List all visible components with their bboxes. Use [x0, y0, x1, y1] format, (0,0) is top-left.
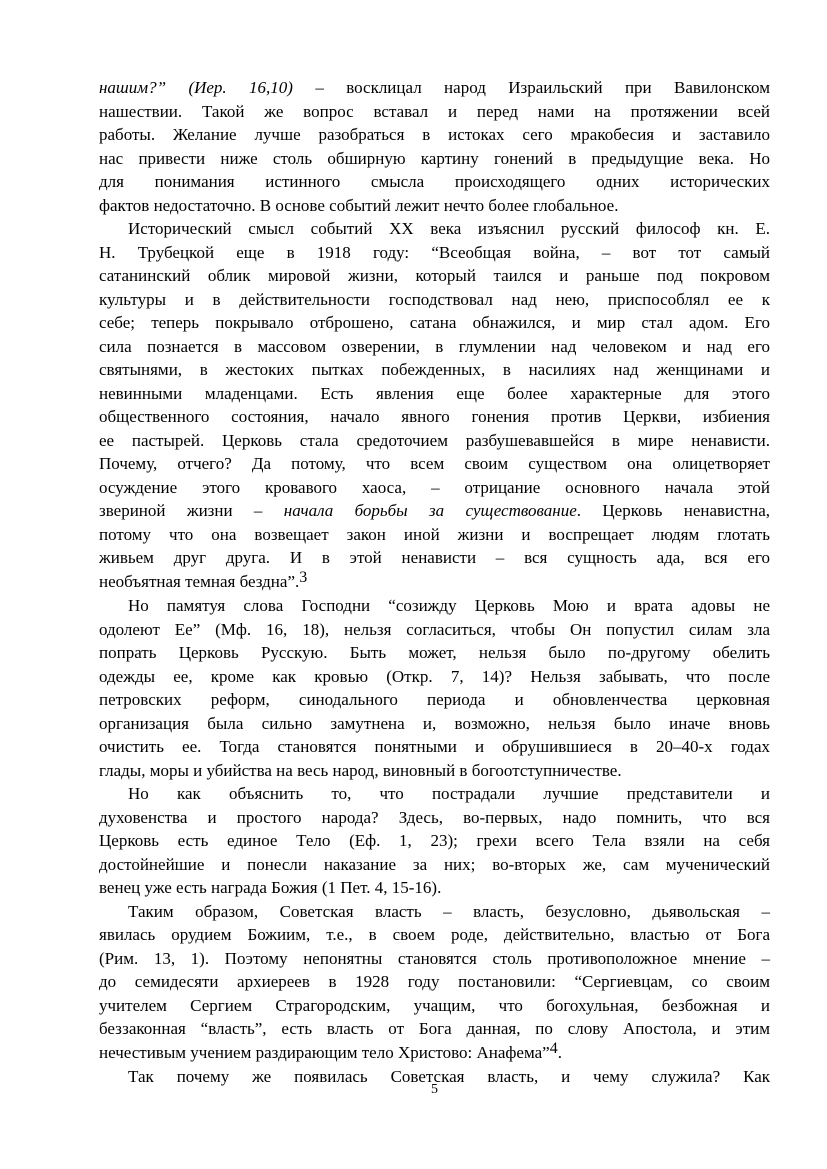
text-line: Н. Трубецкой еще в 1918 году: “Всеобщая война, – вот тот самый: [99, 242, 770, 262]
text-line: организация была сильно замутнена и, возможно, нельзя было иначе вновь: [99, 713, 770, 733]
text-line: себе; теперь покрывало отброшено, сатана обнажился, и мир стал адом. Его: [99, 313, 770, 332]
text-line: Так почему же появилась Советская власть, и чему служила? Как: [128, 1067, 770, 1086]
text-line: глады, моры и убийства на весь народ, виновный в богоотступничестве.: [99, 760, 622, 780]
text-block: [99, 76, 770, 1089]
text-line: сатанинский облик мировой жизни, который таился и раньше под покровом: [99, 266, 770, 285]
text-line: (Рим. 13, 1). Поэтому непонятны становятся столь противоположное мнение –: [99, 948, 770, 968]
text-line: одежды ее, кроме как кровью (Откр. 7, 14)? Нельзя забывать, что после: [99, 666, 770, 686]
text-line: нашим?” (Иер. 16,10) – восклицал народ Израильский при Вавилонском: [99, 78, 770, 97]
text-line: одолеют Ее” (Мф. 16, 18), нельзя согласиться, чтобы Он попустил силам зла: [99, 619, 770, 639]
text-line: Но памятуя слова Господни “созижду Церковь Мою и врата адовы не: [128, 596, 770, 615]
text-line: учителем Сергием Страгородским, учащим, что богохульная, безбожная и: [99, 995, 770, 1015]
text-line: живьем друг друга. И в этой ненависти – вся сущность ада, вся его: [99, 548, 770, 567]
text-line: достойнейшие и понесли наказание за них; во-вторых же, сам мученический: [99, 854, 770, 874]
text-line: звериной жизни – начала борьбы за существование. Церковь ненавистна,: [99, 501, 770, 520]
text-line: святынями, в жестоких пытках побежденных, в насилиях над женщинами и: [99, 360, 770, 379]
text-line: сила познается в массовом озверении, в глумлении над человеком и над его: [99, 336, 770, 356]
text-line: Почему, отчего? Да потому, что всем своим существом она олицетворяет: [99, 454, 770, 473]
text-line: нечестивым учением раздирающим тело Христово: Анафема”4.: [99, 1039, 562, 1062]
footnote-marker: 4: [549, 1039, 558, 1057]
text-line: Исторический смысл событий XX века изъяснил русский философ кн. Е.: [128, 219, 770, 238]
text-line: нашествии. Такой же вопрос вставал и перед нами на протяжении всей: [99, 101, 770, 121]
paragraph: [99, 76, 770, 217]
text-line: для понимания истинного смысла происходящего одних исторических: [99, 172, 770, 191]
text-line: невинными младенцами. Есть явления еще более характерные для этого: [99, 383, 770, 403]
text-line: до семидесяти архиереев в 1928 году постановили: “Сергиевцам, со своим: [99, 972, 770, 991]
paragraph: [99, 217, 770, 594]
text-line: явилась орудием Божиим, т.е., в своем роде, действительно, властью от Бога: [99, 925, 770, 944]
text-line: нас привести ниже столь обширную картину гонений в предыдущие века. Но: [99, 148, 770, 168]
text-line: духовенства и простого народа? Здесь, во-первых, надо помнить, что вся: [99, 807, 770, 827]
page-number: 5: [431, 1082, 438, 1097]
text-line: венец уже есть награда Божия (1 Пет. 4, 15-16).: [99, 878, 442, 897]
text-line: беззаконная “власть”, есть власть от Бога данная, по слову Апостола, и этим: [99, 1019, 770, 1038]
text-line: очистить ее. Тогда становятся понятными и обрушившиеся в 20–40-х годах: [99, 737, 770, 756]
text-line: петровских реформ, синодального периода и обновленчества церковная: [99, 690, 770, 709]
paragraph: [99, 900, 770, 1066]
text-line: работы. Желание лучше разобраться в истоках сего мракобесия и заставило: [99, 125, 770, 144]
text-line: необъятная темная бездна”.3: [99, 568, 308, 591]
text-line: попрать Церковь Русскую. Быть может, нельзя было по-другому обелить: [99, 643, 770, 662]
text-line: Таким образом, Советская власть – власть, безусловно, дьявольская –: [128, 901, 770, 921]
text-line: Но как объяснить то, что пострадали лучшие представители и: [128, 784, 770, 803]
text-line: ее пастырей. Церковь стала средоточием разбушевавшейся в мире ненависти.: [99, 430, 770, 450]
text-line: культуры и в действительности господствовал над нею, приспособлял ее к: [99, 289, 770, 309]
text-line: фактов недостаточно. В основе событий лежит нечто более глобальное.: [99, 195, 619, 215]
footnote-marker: 3: [299, 568, 308, 586]
text-line: потому что она возвещает закон иной жизни и воспрещает людям глотать: [99, 524, 770, 544]
text-line: осуждение этого кровавого хаоса, – отрицание основного начала этой: [99, 477, 770, 497]
text-line: Церковь есть единое Тело (Еф. 1, 23); грехи всего Тела взяли на себя: [99, 831, 770, 850]
text-line: общественного состояния, начало явного гонения против Церкви, избиения: [99, 407, 770, 426]
paragraph: [99, 594, 770, 782]
paragraph: [99, 782, 770, 900]
